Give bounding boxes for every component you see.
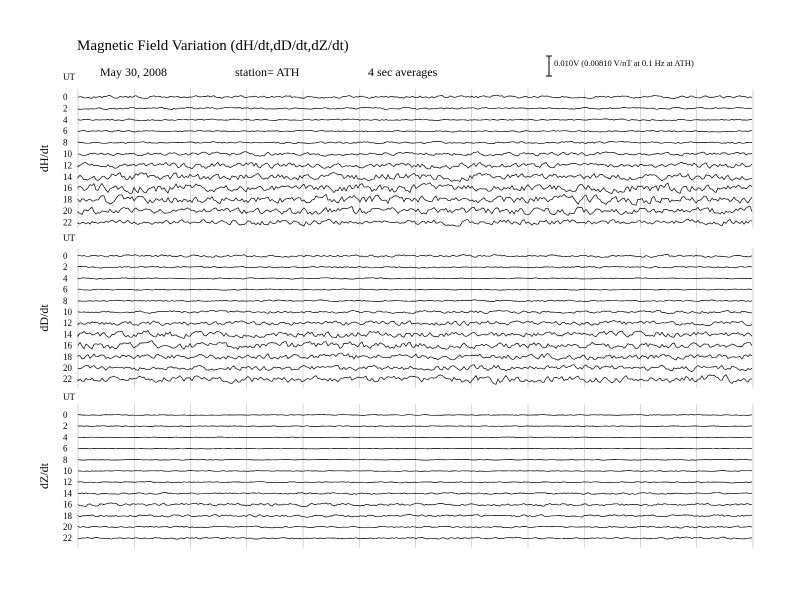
trace-line xyxy=(78,437,752,438)
averaging-label: 4 sec averages xyxy=(368,65,438,79)
ut-tick-label: 0 xyxy=(63,251,68,261)
scale-bar-label: 0.010V (0.00810 V/nT at 0.1 Hz at ATH) xyxy=(554,58,694,68)
ut-tick-label: 10 xyxy=(63,149,72,159)
ut-tick-label: 8 xyxy=(63,137,68,148)
ut-tick-label: 16 xyxy=(63,183,72,194)
trace-line xyxy=(78,95,752,98)
trace-line xyxy=(78,300,752,302)
trace-line xyxy=(78,183,752,194)
ut-tick-label: 22 xyxy=(63,533,72,544)
trace-line xyxy=(78,503,752,507)
ut-tick-label: 16 xyxy=(63,340,72,351)
ut-tick-label: 6 xyxy=(63,443,68,454)
ut-tick-label: 0 xyxy=(63,92,68,102)
ut-tick-label: 12 xyxy=(63,477,72,488)
trace-line xyxy=(78,341,752,350)
panel-1 xyxy=(37,233,753,388)
trace-line xyxy=(78,255,752,258)
trace-line xyxy=(78,353,752,360)
panel-label: dZ/dt xyxy=(37,463,51,489)
trace-line xyxy=(78,459,752,460)
trace-line xyxy=(78,162,752,169)
trace-line xyxy=(78,310,752,313)
ut-tick-label: 14 xyxy=(63,488,72,499)
ut-tick-label: 22 xyxy=(63,217,72,228)
ut-tick-label: 2 xyxy=(63,262,68,273)
trace-line xyxy=(78,289,752,290)
ut-tick-label: 2 xyxy=(63,421,68,432)
trace-line xyxy=(78,482,752,484)
ut-tick-label: 18 xyxy=(63,351,72,362)
ut-tick-label: 8 xyxy=(63,454,68,465)
trace-line xyxy=(78,141,752,143)
trace-line xyxy=(78,375,752,385)
trace-line xyxy=(78,415,752,416)
ut-tick-label: 16 xyxy=(63,499,72,510)
ut-tick-label: 10 xyxy=(63,307,72,317)
ut-tick-label: 0 xyxy=(63,410,68,420)
trace-line xyxy=(78,426,752,427)
panel-0 xyxy=(37,72,753,228)
chart-title: Magnetic Field Variation (dH/dt,dD/dt,dZ/dt) xyxy=(77,38,349,54)
ut-tick-label: 18 xyxy=(63,194,72,205)
trace-line xyxy=(78,321,752,326)
ut-tick-label: 20 xyxy=(63,363,72,373)
ut-label: UT xyxy=(63,233,75,243)
ut-tick-label: 4 xyxy=(63,432,68,443)
ut-tick-label: 12 xyxy=(63,160,72,171)
trace-line xyxy=(78,331,752,339)
ut-label: UT xyxy=(63,72,75,82)
ut-tick-label: 2 xyxy=(63,103,68,114)
ut-tick-label: 18 xyxy=(63,510,72,521)
trace-line xyxy=(78,278,752,279)
ut-tick-label: 14 xyxy=(63,171,72,182)
trace-line xyxy=(78,266,752,268)
panel-2 xyxy=(37,392,753,548)
trace-line xyxy=(78,152,752,157)
ut-tick-label: 8 xyxy=(63,295,68,306)
trace-line xyxy=(78,448,752,449)
ut-tick-label: 4 xyxy=(63,114,68,125)
trace-line xyxy=(78,219,752,226)
trace-line xyxy=(78,194,752,205)
trace-line xyxy=(78,526,752,528)
ut-tick-label: 20 xyxy=(63,206,72,216)
station-label: station= ATH xyxy=(235,65,300,79)
trace-line xyxy=(78,173,752,182)
trace-line xyxy=(78,471,752,472)
trace-line xyxy=(78,107,752,109)
ut-label: UT xyxy=(63,392,75,402)
ut-tick-label: 6 xyxy=(63,284,68,295)
ut-tick-label: 20 xyxy=(63,522,72,532)
ut-tick-label: 14 xyxy=(63,329,72,340)
ut-tick-label: 4 xyxy=(63,273,68,284)
ut-tick-label: 10 xyxy=(63,466,72,476)
trace-line xyxy=(78,206,752,215)
ut-tick-label: 12 xyxy=(63,318,72,329)
date-label: May 30, 2008 xyxy=(100,65,167,79)
trace-line xyxy=(78,130,752,132)
ut-tick-label: 6 xyxy=(63,126,68,137)
ut-tick-label: 22 xyxy=(63,374,72,385)
trace-line xyxy=(78,365,752,372)
panel-label: dH/dt xyxy=(37,144,51,173)
trace-line xyxy=(78,515,752,518)
trace-line xyxy=(78,119,752,121)
trace-line xyxy=(78,537,752,539)
panel-label: dD/dt xyxy=(37,304,51,332)
trace-line xyxy=(78,493,752,495)
